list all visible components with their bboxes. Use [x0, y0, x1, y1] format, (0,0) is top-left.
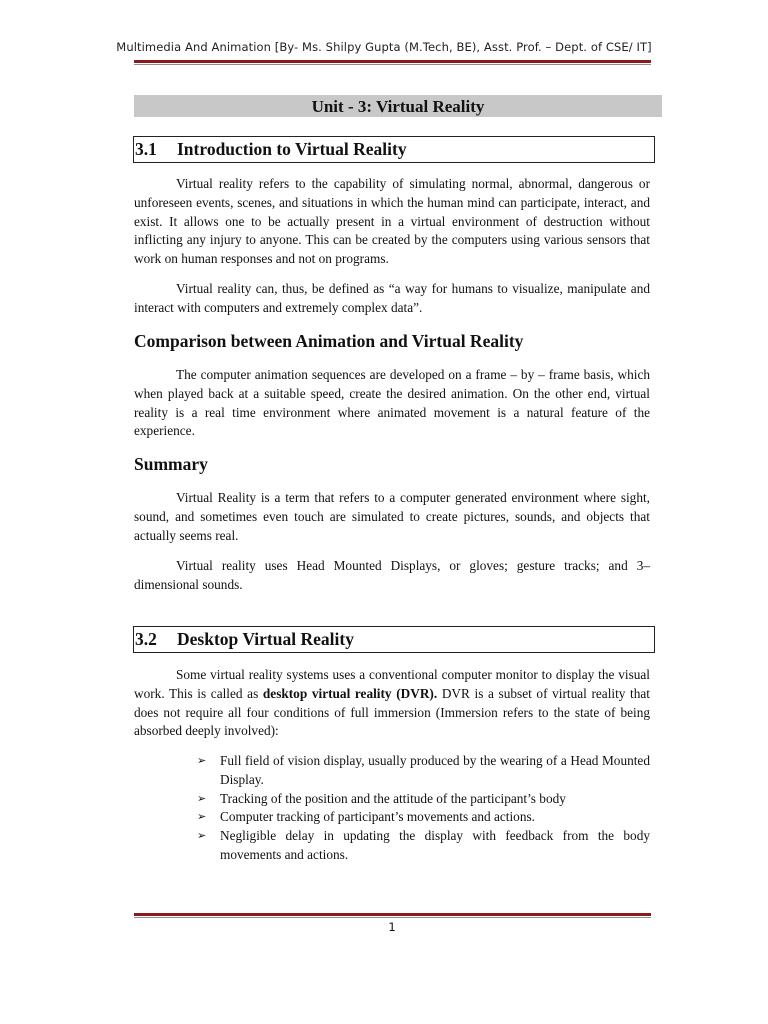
comparison-paragraph: The computer animation sequences are developed on a frame – by – frame basis, which when played back at a suitable speed, create the desired animation. On the other end, virtual reality is a real time environment where animated movement is a natural feature of the experience.	[134, 367, 650, 439]
page-header: Multimedia And Animation [By- Ms. Shilpy Gupta (M.Tech, BE), Asst. Prof. – Dept. of CSE/ IT]	[116, 40, 652, 54]
list-item	[197, 808, 650, 827]
arrow-bullet-icon: ➢	[197, 811, 207, 824]
list-item-text: Negligible delay in updating the display with feedback from the body movements and actions.	[220, 828, 650, 862]
list-item	[197, 827, 650, 865]
section-heading-3-2	[133, 626, 655, 653]
header-rule-gray	[134, 64, 651, 65]
section-number: 3.2	[135, 629, 157, 649]
dvr-paragraph	[134, 666, 650, 741]
footer-rule-red	[134, 913, 651, 916]
arrow-bullet-icon: ➢	[197, 830, 207, 843]
page-number: 1	[388, 920, 396, 934]
section-title: Desktop Virtual Reality	[177, 629, 354, 649]
section-number: 3.1	[135, 139, 157, 159]
list-item-text: Full field of vision display, usually produced by the wearing of a Head Mounted Display.	[220, 753, 650, 787]
intro-paragraph-1: Virtual reality refers to the capability of simulating normal, abnormal, dangerous or unforeseen events, scenes, and situations in which the human mind can participate, interact, and exist. It allows one to be actually present in a virtual environment of destruction without inflicting any injury to anyone. This can be created by the computers using various sensors that work on human responses and not on programs.	[134, 176, 650, 267]
summary-paragraph-1: Virtual Reality is a term that refers to a computer generated environment where sight, sound, and sometimes even touch are simulated to create pictures, sounds, and objects that actually seems real.	[134, 490, 650, 543]
section-heading-3-1	[133, 136, 655, 163]
list-item-text: Computer tracking of participant’s movements and actions.	[220, 809, 535, 825]
immersion-conditions-list	[197, 752, 650, 865]
footer-rule-gray	[134, 917, 651, 918]
dvr-bold-term: desktop virtual reality (DVR).	[262, 685, 438, 701]
arrow-bullet-icon: ➢	[197, 755, 207, 767]
dvr-text-start: Some virtual reality systems uses a conventional computer monitor to display the visual work. This is called as	[134, 667, 650, 701]
summary-paragraph-2: Virtual reality uses Head Mounted Displays, or gloves; gesture tracks; and 3–dimensional sounds.	[134, 558, 650, 592]
dvr-text-end: DVR is a subset of virtual reality that does not require all four conditions of full immersion (Immersion refers to the state of being absorbed deeply involved):	[134, 685, 651, 739]
intro-paragraph-2: Virtual reality can, thus, be defined as “a way for humans to visualize, manipulate and interact with computers and extremely complex data”.	[134, 281, 650, 315]
list-item-text: Tracking of the position and the attitude of the participant’s body	[220, 790, 566, 806]
list-item	[197, 790, 650, 809]
comparison-heading: Comparison between Animation and Virtual Reality	[134, 331, 524, 351]
header-rule-red	[134, 60, 651, 63]
unit-title: Unit - 3: Virtual Reality	[134, 95, 662, 117]
section-title: Introduction to Virtual Reality	[177, 139, 407, 159]
arrow-bullet-icon: ➢	[197, 792, 207, 805]
list-item	[197, 752, 650, 790]
summary-heading: Summary	[134, 454, 208, 474]
